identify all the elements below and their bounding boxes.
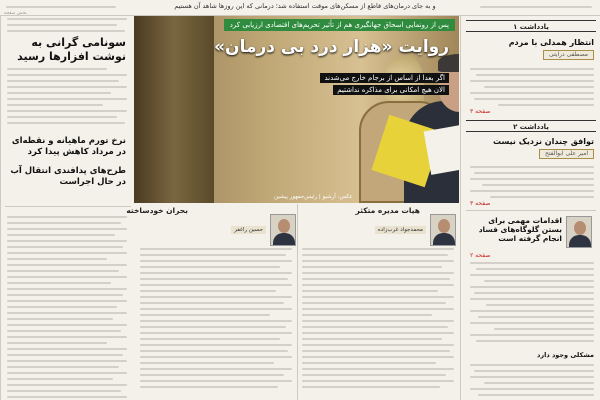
text-line xyxy=(302,302,446,304)
photo-curtain xyxy=(134,16,214,203)
text-line xyxy=(7,110,127,112)
text-line xyxy=(476,340,594,342)
text-line xyxy=(7,270,119,272)
top-strip xyxy=(0,0,600,16)
lead-photo-block[interactable] xyxy=(134,16,459,203)
text-line xyxy=(7,384,127,386)
text-line xyxy=(474,172,594,174)
text-line xyxy=(7,264,127,266)
text-line xyxy=(7,390,121,392)
lead-subheadline-1: اگر بعدا از اساس از برجام خارج می‌شدند xyxy=(320,73,449,83)
divider xyxy=(466,210,596,211)
text-line xyxy=(484,382,594,384)
text-line xyxy=(470,178,594,180)
text-line xyxy=(470,388,594,390)
portrait-head xyxy=(438,219,450,233)
text-line xyxy=(140,308,292,310)
text-line xyxy=(302,362,436,364)
text-line xyxy=(302,266,442,268)
text-line xyxy=(7,80,119,82)
text-line xyxy=(7,86,127,88)
right-col-bottom-headline[interactable]: اقدامات مهمی برای بستن گلوگاه‌های فساد انجام گرفته است xyxy=(478,216,562,243)
text-line xyxy=(7,104,103,106)
text-line xyxy=(302,368,454,370)
text-line xyxy=(7,342,107,344)
text-line xyxy=(7,258,107,260)
text-line xyxy=(7,360,127,362)
text-line xyxy=(140,272,292,274)
right-col-portrait xyxy=(566,216,592,248)
note-1-author-tag: مصطفی درایتی xyxy=(543,50,594,60)
text-line xyxy=(6,6,116,8)
text-line xyxy=(302,296,454,298)
text-line xyxy=(7,246,123,248)
divider xyxy=(460,16,461,400)
text-line xyxy=(140,332,292,334)
text-line xyxy=(302,386,440,388)
text-line xyxy=(470,376,594,378)
lead-subheadline-2: الان هیچ امکانی برای مذاکره نداشتیم xyxy=(333,85,449,95)
text-line xyxy=(302,338,442,340)
text-line xyxy=(7,228,127,230)
text-line xyxy=(140,302,284,304)
text-line xyxy=(7,68,107,70)
note-2-title: یادداشت ۲ xyxy=(466,120,596,132)
text-line xyxy=(470,322,594,324)
text-line xyxy=(302,248,454,250)
text-line xyxy=(470,80,594,82)
right-column xyxy=(462,16,600,400)
text-line xyxy=(7,372,127,374)
section-label: بخش صفحه xyxy=(4,11,27,16)
text-line xyxy=(302,356,454,358)
text-line xyxy=(7,288,127,290)
text-line xyxy=(140,344,292,346)
left-column xyxy=(0,16,132,400)
text-line xyxy=(470,298,594,300)
portrait-body xyxy=(273,233,295,246)
text-line xyxy=(302,284,454,286)
text-line xyxy=(7,252,127,254)
divider xyxy=(5,206,131,207)
text-line xyxy=(470,166,594,168)
text-line xyxy=(7,306,117,308)
text-line xyxy=(482,184,594,186)
column-b-portrait xyxy=(430,214,456,246)
text-line xyxy=(7,336,127,338)
text-line xyxy=(140,314,270,316)
text-line xyxy=(7,18,127,20)
text-line xyxy=(7,122,125,124)
text-line xyxy=(302,278,450,280)
text-line xyxy=(470,310,594,312)
portrait-head xyxy=(574,221,586,235)
left-headline-1[interactable]: سونامی گرانی به xyxy=(31,36,126,49)
text-line xyxy=(302,290,438,292)
column-a-author: حسین راغفر xyxy=(231,226,266,234)
text-line xyxy=(140,290,276,292)
text-line xyxy=(7,324,127,326)
text-line xyxy=(140,356,292,358)
text-line xyxy=(7,216,127,218)
text-line xyxy=(140,266,280,268)
text-line xyxy=(140,254,286,256)
top-strip-text: و به جای درمان‌های قاطع از مسکن‌های موقت استفاده شد؛ درمانی که این روزها شاهد آن هستیم xyxy=(174,2,436,10)
text-line xyxy=(476,74,594,76)
text-line xyxy=(474,370,594,372)
text-line xyxy=(7,300,127,302)
text-line xyxy=(7,30,125,32)
text-line xyxy=(302,260,454,262)
text-line xyxy=(470,92,594,94)
text-line xyxy=(7,276,127,278)
text-line xyxy=(7,222,121,224)
text-line xyxy=(7,294,123,296)
text-line xyxy=(474,98,594,100)
note-1-more[interactable]: صفحه ۳ xyxy=(470,108,491,115)
text-line xyxy=(7,98,127,100)
portrait-body xyxy=(569,235,591,248)
lead-label: پس از رونمایی اسحاق جهانگیری هم از تأثیر تحریم‌های اقتصادی ارزیابی کرد xyxy=(224,19,455,31)
text-line xyxy=(7,330,121,332)
text-line xyxy=(302,332,454,334)
text-line xyxy=(140,260,292,262)
right-col-bottom-more[interactable]: صفحه ۲ xyxy=(470,252,491,259)
text-line xyxy=(498,104,594,106)
text-line xyxy=(7,240,127,242)
text-line xyxy=(140,248,292,250)
text-line xyxy=(480,6,592,8)
text-line xyxy=(140,374,284,376)
text-line xyxy=(7,378,113,380)
text-line xyxy=(140,368,292,370)
text-line xyxy=(140,338,280,340)
column-a-title[interactable]: بحران خودساخته xyxy=(126,206,188,215)
text-line xyxy=(470,334,594,336)
text-line xyxy=(470,364,594,366)
text-line xyxy=(302,344,454,346)
text-line xyxy=(7,92,111,94)
note-1-title: یادداشت ۱ xyxy=(466,20,596,32)
text-line xyxy=(470,274,594,276)
portrait-head xyxy=(278,219,290,233)
text-line xyxy=(302,272,454,274)
text-line xyxy=(140,380,292,382)
text-line xyxy=(7,348,127,350)
left-headline-5[interactable]: طرح‌های پدافندی انتقال آب xyxy=(10,166,126,176)
text-line xyxy=(302,314,432,316)
text-line xyxy=(7,366,119,368)
text-line xyxy=(302,326,448,328)
text-line xyxy=(7,234,115,236)
text-line xyxy=(484,280,594,282)
text-line xyxy=(140,386,278,388)
text-line xyxy=(470,262,594,264)
text-line xyxy=(490,196,594,198)
text-line xyxy=(140,278,288,280)
text-line xyxy=(7,312,127,314)
text-line xyxy=(478,316,594,318)
text-line xyxy=(302,254,448,256)
text-line xyxy=(140,296,292,298)
portrait-body xyxy=(433,233,455,246)
text-line xyxy=(140,320,292,322)
text-line xyxy=(476,268,594,270)
text-line xyxy=(302,380,454,382)
column-a-portrait xyxy=(270,214,296,246)
text-line xyxy=(302,350,450,352)
divider xyxy=(297,204,298,400)
column-b-author: محمدجواد غرب‌زاده xyxy=(375,226,426,234)
text-line xyxy=(470,286,594,288)
text-line xyxy=(7,354,123,356)
text-line xyxy=(7,396,127,398)
text-line xyxy=(474,292,594,294)
note-2-headline[interactable]: توافق چندان نزدیک نیست xyxy=(493,137,594,146)
left-headline-3[interactable]: نرخ تورم ماهیانه و نقطه‌ای xyxy=(11,136,126,146)
note-2-more[interactable]: صفحه ۳ xyxy=(470,200,491,207)
text-line xyxy=(140,284,292,286)
right-col-snippet: مشکلی وجود دارد xyxy=(537,351,594,359)
text-line xyxy=(7,24,117,26)
text-line xyxy=(140,362,274,364)
text-line xyxy=(140,350,288,352)
column-b-title[interactable]: هیات مدیره متکثر xyxy=(355,206,420,215)
text-line xyxy=(302,308,454,310)
text-line xyxy=(470,68,594,70)
lead-caption: عکس: آرشیو | رئیس‌جمهور پیشین xyxy=(274,194,353,200)
text-line xyxy=(7,282,111,284)
left-headline-6[interactable]: در حال اجراست xyxy=(59,177,126,187)
text-line xyxy=(486,304,594,306)
note-1-headline[interactable]: انتظار همدلی با مردم xyxy=(508,38,594,47)
text-line xyxy=(470,190,594,192)
text-line xyxy=(494,328,594,330)
text-line xyxy=(140,326,286,328)
text-line xyxy=(302,374,446,376)
text-line xyxy=(478,394,594,396)
text-line xyxy=(7,318,113,320)
left-headline-2[interactable]: نوشت افزارها رسید xyxy=(17,50,126,63)
text-line xyxy=(484,86,594,88)
text-line xyxy=(302,320,454,322)
text-line xyxy=(7,74,127,76)
left-headline-4[interactable]: در مرداد کاهش پیدا کرد xyxy=(27,147,126,157)
text-line xyxy=(7,116,117,118)
lead-headline[interactable]: روایت «هزار درد بی درمان» xyxy=(214,37,449,57)
note-2-author-tag: امیر علی ابوالفتح xyxy=(539,149,594,159)
